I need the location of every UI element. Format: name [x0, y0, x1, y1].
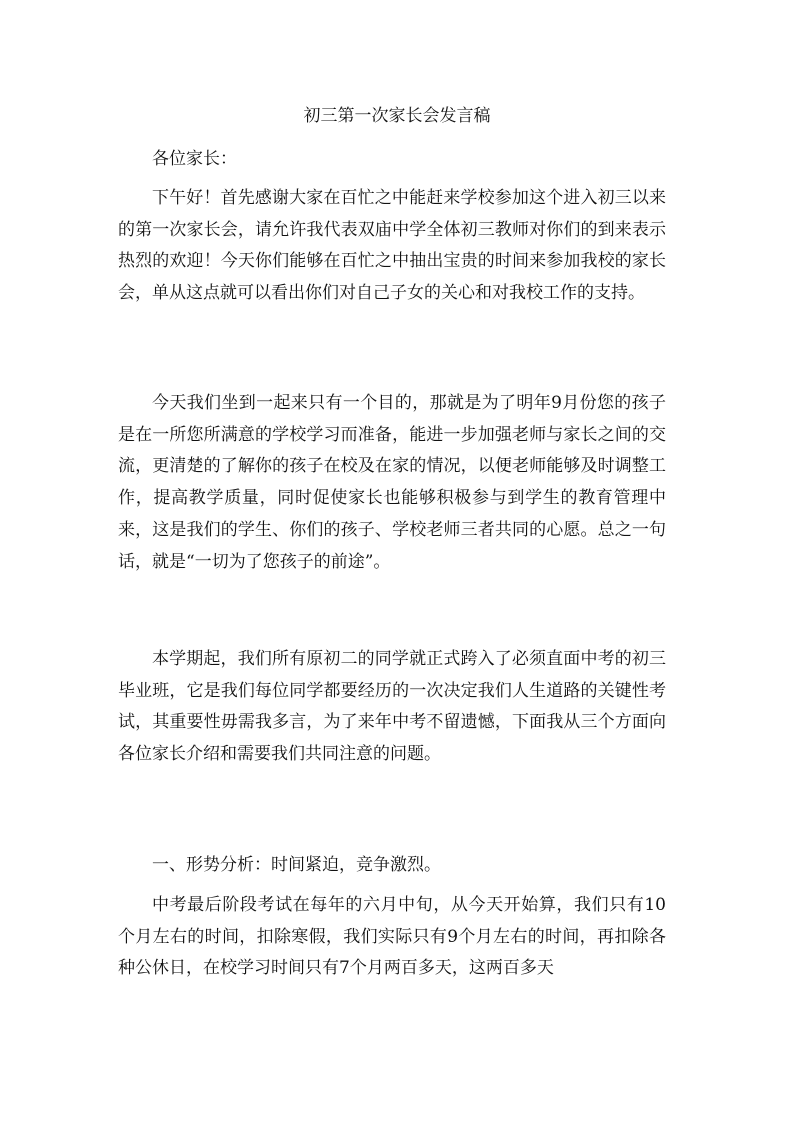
document-title: 初三第一次家长会发言稿 [303, 106, 491, 126]
body-text-4 [118, 890, 666, 985]
greeting: 各位家长： [152, 149, 237, 169]
paragraph-2: 今天我们坐到一起来只有一个目的，那就是为了明年9月份您的孩子是在一所您所满意的学校学习而准备，能进一步加强老师与家长之间的交流，更清楚的了解你的孩子在校及在家的情况，以便老师能够及时调整工作，提高教学质量，同时促使家长也能够积极参与到学生的教育管理中来，这是我们的学生、你们的孩子、学校老师三者共同的心愿。总之一句话，就是“一切为了您孩子的前途”。 [118, 393, 666, 572]
paragraph-3: 本学期起，我们所有原初二的同学就正式跨入了必须直面中考的初三毕业班，它是我们每位同学都要经历的一次决定我们人生道路的关键性考试，其重要性毋需我多言，为了来年中考不留遗憾，下面我从三个方面向各位家长介绍和需要我们共同注意的问题。 [118, 649, 666, 765]
body-text-1 [118, 183, 666, 310]
body-text-3 [118, 644, 666, 771]
body-text-2 [118, 388, 666, 578]
section-heading: 一、形势分析：时间紧迫，竞争激烈。 [152, 855, 441, 875]
section-paragraph: 中考最后阶段考试在每年的六月中旬，从今天开始算，我们只有10个月左右的时间，扣除寒假，我们实际只有9个月左右的时间，再扣除各种公休日，在校学习时间只有7个月两百多天，这两百多天 [118, 895, 666, 979]
paragraph-1: 下午好！首先感谢大家在百忙之中能赶来学校参加这个进入初三以来的第一次家长会，请允许我代表双庙中学全体初三教师对你们的到来表示热烈的欢迎！今天你们能够在百忙之中抽出宝贵的时间来参加我校的家长会，单从这点就可以看出你们对自己子女的关心和对我校工作的支持。 [118, 188, 666, 304]
